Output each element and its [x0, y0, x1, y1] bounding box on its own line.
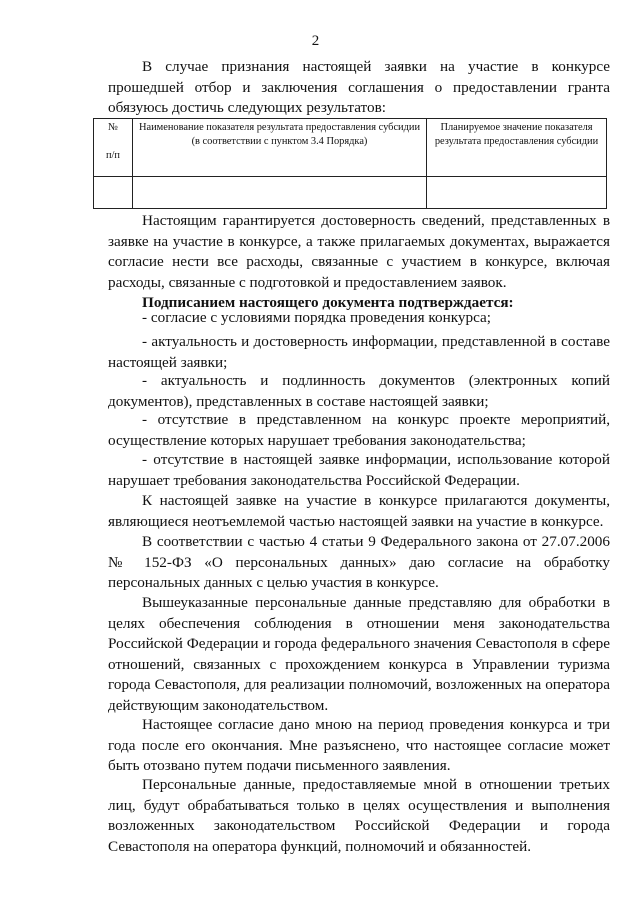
intro-paragraph: В случае признания настоящей заявки на участие в конкурсе прошедшей отбор и заключения соглашения о предоставлении гранта обязуюсь достичь следующих результатов:: [108, 58, 610, 116]
page-number: 2: [311, 33, 320, 49]
header-number-cell: [94, 119, 133, 177]
table-header-row: [94, 119, 607, 177]
header-planned-value: Планируемое значение показателя результата предоставления субсидии: [427, 119, 607, 177]
table-row: [94, 177, 607, 209]
table-cell: [427, 177, 607, 209]
results-table: [93, 118, 607, 209]
consent-law-paragraph: В соответствии с частью 4 статьи 9 Федерального закона от 27.07.2006 № 152-ФЗ «О персональных данных» даю согласие на обработку персональных данных с целью участия в конкурсе.: [108, 533, 610, 591]
list-item: - отсутствие в представленном на конкурс проекте мероприятий, осуществление которых нарушает требования законодательства;: [108, 411, 610, 449]
header-number-abbr: п/п: [105, 150, 120, 161]
table-cell: [94, 177, 133, 209]
table-cell: [133, 177, 427, 209]
list-item: - актуальность и достоверность информации, представленной в составе настоящей заявки;: [108, 333, 610, 371]
list-item: - отсутствие в настоящей заявке информации, использование которой нарушает требования законодательства Российской Федерации.: [108, 451, 610, 489]
third-party-paragraph: Персональные данные, предоставляемые мной в отношении третьих лиц, будут обрабатываться только в целях осуществления и выполнения возложенных законодательством Российской Федерации и города Севастополя на оператора функций, полномочий и обязанностей.: [108, 776, 610, 855]
list-item: - согласие с условиями порядка проведения конкурса;: [142, 309, 491, 326]
header-indicator-name: Наименование показателя результата предоставления субсидии (в соответствии с пунктом 3.4 Порядка): [133, 119, 427, 177]
confirm-heading: Подписанием настоящего документа подтверждается:: [142, 294, 514, 311]
guarantee-paragraph: Настоящим гарантируется достоверность сведений, представленных в заявке на участие в конкурсе, а также прилагаемых документах, выражается согласие нести все расходы, связанные с участием в конкурсе, включая расходы, связанные с подготовкой и предоставлением заявок.: [108, 212, 610, 291]
period-paragraph: Настоящее согласие дано мною на период проведения конкурса и три года после его окончания. Мне разъяснено, что настоящее согласие может быть отозвано путем подачи письменного заявления.: [108, 716, 610, 774]
header-number-symbol: №: [108, 122, 118, 133]
purpose-paragraph: Вышеуказанные персональные данные представляю для обработки в целях обеспечения соблюдения в отношении меня законодательства Российской Федерации и города федерального значения Севастополя в сфере отношений, связанных с прохождением конкурса в Управлении туризма города Севастополя, для реализации полномочий, возложенных на оператора действующим законодательством.: [108, 594, 610, 714]
list-item: - актуальность и подлинность документов (электронных копий документов), представленных в составе настоящей заявки;: [108, 372, 610, 410]
attached-docs-paragraph: К настоящей заявке на участие в конкурсе прилагаются документы, являющиеся неотъемлемой частью настоящей заявки на участие в конкурсе.: [108, 492, 610, 530]
